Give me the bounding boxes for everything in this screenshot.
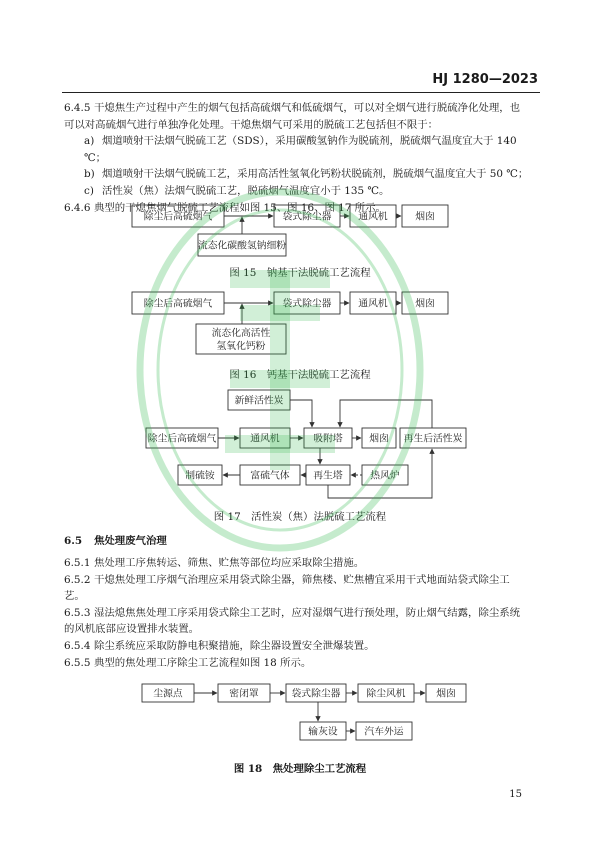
fig18-ash-label: 输灰设 (308, 726, 338, 738)
list-item-c: c) 活性炭（焦）法烟气脱硫工艺，脱硫烟气温度宜小于 135 ℃。 (84, 184, 390, 197)
fig17-acid-label: 制硫铵 (185, 470, 215, 482)
fig17-fresh-label: 新鲜活性炭 (234, 395, 284, 407)
fig16-inlet-label: 除尘后高硫烟气 (143, 298, 213, 310)
page-number: 15 (509, 789, 522, 800)
section-text-cont: 可以对高硫烟气进行单独净化处理。干熄焦烟气可采用的脱硫工艺包括但不限于： (64, 118, 439, 131)
fig15-title: 图 15 钠基干法脱硫工艺流程 (229, 267, 371, 279)
section-heading: 焦处理废气治理 (94, 535, 167, 547)
fig18-stack-label: 烟囱 (436, 688, 456, 700)
fig15-inlet-label: 除尘后高硫烟气 (143, 211, 213, 223)
fig16-stack-label: 烟囱 (415, 298, 435, 310)
fig15-agent-label: 流态化碳酸氢钠细粉 (197, 240, 287, 252)
fig16-agent-label-1: 流态化高活性 (211, 328, 271, 339)
fig17-regen-carbon-label: 再生后活性炭 (403, 433, 463, 445)
fig15-stack-label: 烟囱 (415, 211, 435, 223)
fig17-stack-label: 烟囱 (369, 433, 389, 445)
fig16-fan-label: 通风机 (358, 298, 388, 310)
fig16-bag-label: 袋式除尘器 (282, 298, 332, 310)
fig18-source-label: 尘源点 (153, 688, 183, 700)
fig18-bag-label: 袋式除尘器 (291, 688, 341, 700)
fig16-title: 图 16 钙基干法脱硫工艺流程 (229, 369, 371, 381)
list-item-b: b) 烟道喷射干法烟气脱硫工艺，采用高活性氢氧化钙粉状脱硫剂，脱硫烟气温度宜大于 50 ℃； (84, 168, 529, 181)
section-number: 6.5 (64, 535, 83, 547)
fig17-title: 图 17 活性炭（焦）法脱硫工艺流程 (213, 511, 387, 523)
fig18-truck-label: 汽车外运 (364, 726, 404, 738)
fig18-fan-label: 除尘风机 (366, 688, 406, 700)
fig17-regenerator-label: 再生塔 (313, 470, 343, 482)
fig17-sulfur-gas-label: 富硫气体 (250, 470, 290, 482)
fig15-bag-label: 袋式除尘器 (282, 211, 332, 223)
section-6-5-body: 6.5.1 焦处理工序焦转运、筛焦、贮焦等部位均应采取除尘措施。 6.5.2 干熄焦处理工序烟气治理应采用袋式除尘器，筛焦楼、贮焦槽宜采用干式地面站袋式除尘工 艺。 6.5.3 湿法熄焦焦处理工序采用袋式除尘工艺时，应对湿烟气进行预处理，防止烟气结露，除尘系统 的风机底部应设置排水装置。 6.5.4 除尘系统应采取防静电积聚措施，除尘器设置安全泄爆装置。 6.5.5 典型的焦处理工序除尘工艺流程如图 18 所示。 (64, 557, 521, 669)
section-text: 典型的干熄焦烟气脱硫工艺流程如图 15、图 16、图 17 所示。 (94, 201, 386, 214)
fig17-fan-label: 通风机 (250, 433, 280, 445)
section-6-5 (64, 533, 538, 550)
section-number: 6.4.5 (64, 102, 91, 114)
standard-code: HJ 1280—2023 (432, 72, 538, 87)
section-text: 干熄焦生产过程中产生的烟气包括高硫烟气和低硫烟气，可以对全烟气进行脱硫净化处理，也 (94, 102, 521, 114)
fig17-adsorber-label: 吸附塔 (313, 433, 343, 445)
fig18-title: 图 18 焦处理除尘工艺流程 (233, 763, 367, 775)
section-number: 6.4.6 (64, 201, 91, 214)
list-item-a: a) 烟道喷射干法烟气脱硫工艺（SDS），采用碳酸氢钠作为脱硫剂，脱硫烟气温度宜大于 140 ℃； (84, 135, 517, 164)
fig15-fan-label: 通风机 (358, 211, 388, 223)
fig16-agent-label-2: 氢氧化钙粉 (216, 341, 266, 352)
fig17-hotair-label: 热风炉 (370, 470, 400, 482)
fig17-inlet-label: 除尘后高硫烟气 (147, 433, 217, 445)
fig18-hood-label: 密闭罩 (229, 688, 259, 700)
